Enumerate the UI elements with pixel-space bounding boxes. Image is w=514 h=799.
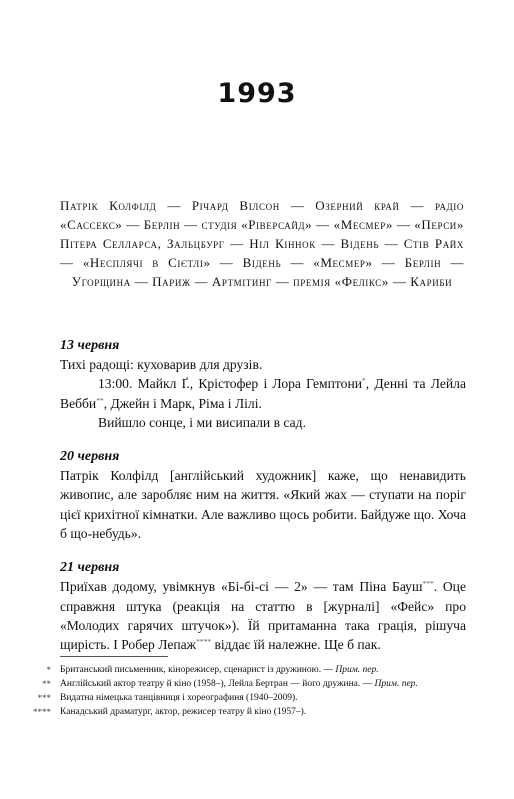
- footnote-text: Видатна німецька танцівниця і хореографиня (1940–2009).: [60, 693, 298, 703]
- entry-paragraph: Патрік Колфілд [англійський художник] каже, що ненавидить живопис, але заробляє ним на життя. «Який жах — ступати на поріг цієї крихітної кімнатки. Але важливо щось робити. Байдуже що. Хоча б що-небудь».: [60, 468, 466, 542]
- entry-text: Приїхав додому, увімкнув «Бі-бі-сі — 2» — там Піна Бауш: [60, 579, 423, 595]
- entry-date: 13 червня: [60, 338, 120, 353]
- footnote-mark: ***: [37, 693, 51, 703]
- entry-date: 21 червня: [60, 560, 120, 576]
- footnote: [20, 691, 490, 705]
- footnote-translator-note: Прим. пер.: [335, 665, 379, 675]
- footnote: [20, 705, 490, 719]
- diary-entry: [60, 447, 466, 543]
- footnote-mark: *: [46, 665, 51, 675]
- footnotes: [20, 663, 490, 719]
- footnote-text: Англійський актор театру й кіно (1958–), Лейла Бертран — його дружина. —: [60, 679, 375, 689]
- footnote-ref: ****: [196, 637, 212, 647]
- footnote-text: Канадський драматург, актор, режисер театру й кіно (1957–).: [60, 707, 307, 717]
- diary-entries: [60, 336, 466, 670]
- entry-paragraph: Вийшло сонце, і ми висипали в сад.: [98, 414, 306, 430]
- footnote-translator-note: Прим. пер.: [374, 679, 418, 689]
- entry-paragraph: Тихі радощі: куховарив для друзів.: [60, 357, 263, 372]
- footnote-mark: **: [42, 679, 51, 689]
- footnote-mark: ****: [33, 707, 51, 717]
- diary-entry: [60, 336, 466, 432]
- chapter-summary: Патрік Колфілд — Річард Вілсон — Озерний край — радіо «Сассекс» — Берлін — студія «Ріверсайд» — «Месмер» — «Перси» Пітера Селларса, Зальцбург — Ніл Кіннок — Відень — Стів Райх — «Несплячі в Сієтлі» — Відень — «Месмер» — Берлін — Угорщина — Париж — Артмітинг — премія «Фелікс» — Кариби: [60, 198, 464, 289]
- footnote-text: Британський письменник, кінорежисер, сценарист із дружиною. —: [60, 665, 336, 675]
- footnote-ref: **: [96, 395, 104, 405]
- entry-paragraph: [60, 374, 466, 413]
- entry-date: 20 червня: [60, 449, 120, 465]
- footnote-ref: *: [362, 376, 366, 386]
- diary-entry: [60, 558, 466, 654]
- footnote-ref: ***: [422, 579, 434, 589]
- entry-paragraph: [60, 577, 466, 654]
- entry-text: віддає їй належне. Ще б пак.: [211, 637, 381, 653]
- footnote: [20, 663, 490, 677]
- entry-text: 13:00. Майкл Ґ., Крістофер і Лора Гемптони: [98, 376, 362, 392]
- footnote-divider: [60, 656, 168, 657]
- entry-text: , Джейн і Марк, Ріма і Лілі.: [103, 395, 262, 411]
- chapter-year-heading: 1993: [217, 78, 297, 109]
- entry-text: . Оце справжня штука (реакція на статтю в [журналі] «Фейс» про «Молодих гарячих штучок»). Їй притаманна така грація, рішуча щирість. І Робер Лепаж: [60, 579, 466, 653]
- footnote: [20, 677, 490, 691]
- entry-text: , Денні та Лейла Вебби: [60, 376, 466, 411]
